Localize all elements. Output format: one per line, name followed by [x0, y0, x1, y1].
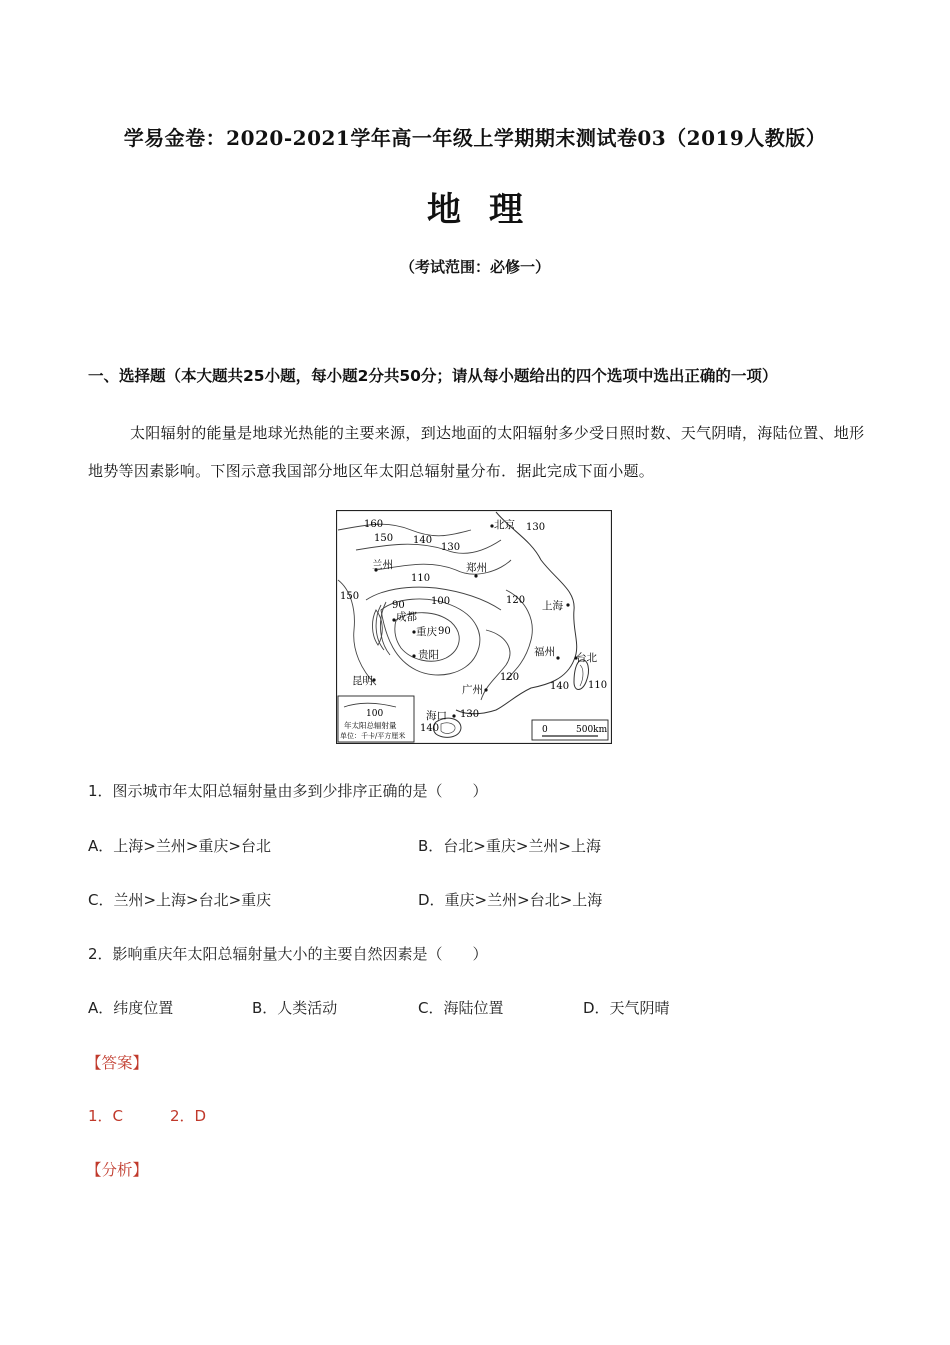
map-city-lanzhou: 兰州	[372, 559, 393, 571]
isoline-label: 120	[500, 672, 520, 683]
question-1-option-d[interactable]: D．重庆>兰州>台北>上海	[418, 891, 603, 909]
legend-title: 年太阳总辐射量	[344, 721, 397, 730]
isoline-label: 140	[550, 681, 570, 692]
answer-heading: 【答案】	[86, 1054, 149, 1072]
map-city-fuzhou: 福州	[534, 646, 555, 658]
document-title: 学易金卷：2020-2021学年高一年级上学期期末测试卷03（2019人教版）	[123, 126, 827, 150]
question-2-option-a[interactable]: A．纬度位置	[88, 999, 174, 1017]
exam-scope: （考试范围：必修一）	[399, 258, 550, 276]
map-city-beijing: 北京	[494, 519, 515, 531]
isoline-label: 150	[340, 591, 360, 602]
question-1-option-c[interactable]: C．兰州>上海>台北>重庆	[88, 891, 272, 909]
isoline-label: 90	[392, 600, 405, 611]
isoline-label: 160	[364, 519, 384, 530]
map-city-haikou: 海口	[426, 710, 447, 722]
isoline-label: 110	[588, 680, 608, 691]
isoline-label: 100	[431, 596, 451, 607]
question-1-option-b[interactable]: B．台北>重庆>兰州>上海	[418, 837, 601, 855]
question-2-option-c[interactable]: C．海陆位置	[418, 999, 504, 1017]
map-city-taipei: 台北	[576, 652, 597, 664]
scale-label: 500km	[576, 725, 608, 735]
map-city-chengdu: 成都	[396, 611, 417, 623]
isoline-label: 90	[438, 626, 451, 637]
question-1-stem: 1．图示城市年太阳总辐射量由多到少排序正确的是（ ）	[88, 782, 488, 800]
isoline-label: 120	[506, 595, 526, 606]
question-2-stem: 2．影响重庆年太阳总辐射量大小的主要自然因素是（ ）	[88, 945, 488, 963]
map-city-guangzhou: 广州	[462, 684, 483, 696]
answer-item-1: 1．C	[88, 1107, 124, 1125]
subject-title: 地理	[427, 190, 551, 230]
map-city-zhengzhou: 郑州	[466, 562, 487, 574]
legend-unit: 单位：千卡/平方厘米	[340, 732, 406, 740]
scale-zero: 0	[542, 725, 548, 735]
isoline-label: 130	[460, 709, 480, 720]
question-2-option-d[interactable]: D．天气阴晴	[583, 999, 670, 1017]
map-svg	[336, 510, 612, 744]
section-heading: 一、选择题（本大题共25小题，每小题2分共50分；请从每小题给出的四个选项中选出正确的一项）	[88, 367, 778, 385]
legend-value: 100	[366, 709, 384, 719]
map-city-chongqing: 重庆	[416, 626, 437, 638]
map-city-shanghai: 上海	[542, 600, 563, 612]
isoline-label: 140	[420, 723, 440, 734]
solar-radiation-map	[336, 510, 612, 744]
question-2-option-b[interactable]: B．人类活动	[252, 999, 338, 1017]
isoline-label: 150	[374, 533, 394, 544]
analysis-heading: 【分析】	[86, 1161, 149, 1179]
isoline-label: 140	[413, 535, 433, 546]
question-1-option-a[interactable]: A．上海>兰州>重庆>台北	[88, 837, 271, 855]
isoline-label: 130	[526, 522, 546, 533]
map-city-kunming: 昆明	[352, 675, 373, 687]
answer-item-2: 2．D	[170, 1107, 207, 1125]
isoline-label: 130	[441, 542, 461, 553]
isoline-label: 110	[411, 573, 431, 584]
passage-text: 太阳辐射的能量是地球光热能的主要来源，到达地面的太阳辐射多少受日照时数、天气阴晴，海陆位置、地形地势等因素影响。下图示意我国部分地区年太阳总辐射量分布．据此完成下面小题。	[88, 424, 865, 480]
map-city-guiyang: 贵阳	[418, 649, 439, 661]
